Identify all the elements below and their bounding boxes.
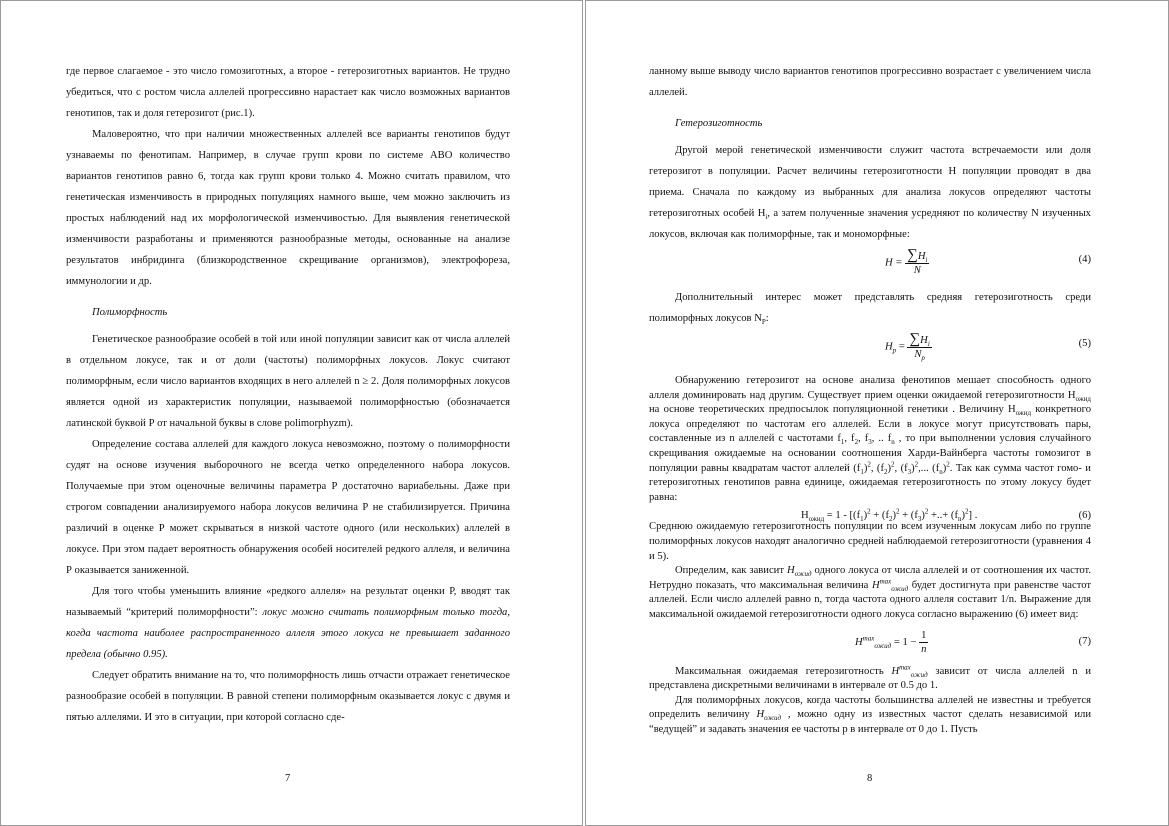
superscript: max (879, 577, 892, 586)
text-span: , (f (870, 462, 884, 474)
subscript: 3 (868, 438, 872, 447)
text-span: , f (844, 433, 855, 445)
formula-lhs: H (885, 341, 893, 353)
subscript: n (957, 515, 962, 524)
paragraph: Среднюю ожидаемую гетерозиготность популяции по всем изученным локусам либо по группе полиморфных локусов находят аналогично средней наблюдаемой гетерозиготности (уравнения 4 и 5). (649, 521, 1091, 562)
text-span: , можно одну из известных частот сделать независимой или “ведущей” и задавать значения ее частоты р в интервале от 0 до 1. Пусть (649, 709, 1091, 735)
text-span: ) (863, 510, 868, 522)
subscript: 2 (883, 467, 888, 476)
superscript: 2 (965, 507, 969, 516)
paragraph (649, 564, 1091, 622)
math-symbol: H (891, 665, 900, 677)
page-number: 8 (867, 773, 873, 784)
subscript: P (761, 318, 766, 327)
subscript: i (927, 340, 930, 349)
text-span: ) (863, 462, 868, 474)
math-symbol: H (871, 579, 880, 591)
paragraph (66, 581, 510, 665)
fraction (905, 249, 929, 277)
equation-number: (6) (1078, 510, 1091, 522)
superscript: 2 (924, 507, 929, 516)
paragraph (649, 140, 1091, 245)
formula-4 (649, 245, 1091, 287)
formula-6 (649, 505, 1091, 524)
text-span: Н (801, 510, 809, 522)
text-span: : (765, 313, 769, 324)
superscript: max (862, 633, 875, 642)
equation-number: (4) (1078, 254, 1091, 265)
text-span: Обнаружению гетерозигот на основе анализа фенотипов мешает способность одного аллеля доминировать над другим. Существует прием оценки ожидаемой гетерозиготности Н (649, 375, 1091, 401)
subscript: p (892, 346, 897, 355)
text-span: ) (892, 510, 897, 522)
text-span: Другой мерой генетической изменчивости служит частота встречаемости или доля гетерозигот в популяции. Расчет величины гетерозиготности Н популяции проводят в два приема. Сначала по каждому из выбранных для анализа локусов определяют частоты гетерозиготных особей Н (649, 145, 1091, 219)
text-span: ) (921, 510, 925, 522)
text-span: N (914, 349, 922, 360)
text-span: зависит от числа аллелей n и представлена дискретными величинами в интервале от 0.5 до 1. (649, 665, 1091, 692)
formula-6-expression (801, 505, 977, 526)
subscript: 1 (860, 515, 864, 524)
text-span: = 1 − (893, 636, 917, 648)
subscript: 2 (888, 515, 893, 524)
formula-7 (649, 623, 1091, 665)
text-span: + (f (899, 510, 918, 522)
math-symbol: Н (786, 565, 795, 577)
paragraph: Маловероятно, что при наличии множественных аллелей все варианты генотипов будут узнаваемы по фенотипам. Например, в случае групп крови по системе АВО количество вариантов генотипов равно 6, тогда как групп крови только 4. Можно считать правилом, что генетическая изменчивость в природных популяциях намного выше, чем можно заключить из простых наблюдений над их морфологической изменчивостью. Для выявления генетической изменчивости разработаны и применяются разнообразные методы, основанные на анализе результатов инбридинга (близкородственное скрещивание организмов), электрофореза, иммунологии и др. (66, 129, 510, 287)
text-span: ,... (f (918, 462, 940, 474)
subscript: 2 (854, 438, 859, 447)
subscript: 3 (907, 467, 912, 476)
text-span: одного локуса от числа аллелей и от соотношения их частот. Нетрудно показать, что максимальная величина (649, 565, 1091, 591)
text-span: + (f (870, 510, 889, 522)
superscript: 2 (896, 507, 900, 516)
text-span: Дополнительный интерес может представлять средняя гетерозиготность среди полиморфных локусов N (649, 292, 1091, 324)
text-span: ) (942, 462, 947, 474)
subscript: p (921, 354, 925, 363)
paragraph: Следует обратить внимание на то, что полиморфность лишь отчасти отражает генетическое разнообразие особей в популяции. В равной степени полиморфным оказывается локус с двумя и пятью аллелями. И это в ситуации, при которой согласно сде- (66, 670, 510, 723)
text-span: , то при выполнении условия случайного скрещивания ожидаемые на основании соотношения Харди-Вайнберга частоты гомозигот в популяции равны квадратам частот аллелей (f (649, 433, 1092, 474)
subscript: 3 (917, 515, 922, 524)
subscript: ожид (1015, 409, 1032, 418)
text-span: = 1 - [(f (824, 510, 861, 522)
text-span: ) (961, 510, 966, 522)
subscript: 1 (840, 438, 845, 447)
subscript: ожид (794, 570, 812, 579)
left-text-block (66, 61, 510, 728)
page-right (585, 0, 1169, 826)
paragraph: ланному выше выводу число вариантов генотипов прогрессивно возрастает с увеличением числа аллелей. (649, 66, 1091, 98)
fraction (919, 629, 928, 656)
text-span: Максимальная ожидаемая гетерозиготность (675, 665, 892, 677)
italic-definition: локус можно считать полиморфным только тогда, когда частота наиболее распространенного аллеля этого локуса не превышает заданного предела (обычно 0.95). (66, 607, 510, 660)
page-number: 7 (285, 773, 291, 784)
fraction-numerator (907, 333, 931, 348)
fraction (907, 333, 931, 361)
right-text-block-dense (649, 374, 1091, 737)
math-symbol: Н (756, 709, 765, 721)
subscript: ожид (764, 714, 782, 723)
formula-lhs: H = (885, 257, 903, 269)
text-span: +..+ (f (928, 510, 958, 522)
fraction-denominator: N (913, 265, 921, 276)
sum-symbol: ∑ (909, 331, 921, 347)
paragraph (649, 287, 1091, 329)
math-symbol: H (855, 636, 863, 648)
fraction-numerator: 1 (921, 629, 927, 641)
text-span: будет достигнута при равенстве частот аллелей. Если число аллелей равно n, тогда частота одного аллеля составит 1/n. Выражение для максимальной ожидаемой гетерозиготности одного локуса согласно выражению (6) имеет вид: (649, 579, 1091, 620)
text-span: Определим, как зависит (675, 565, 787, 577)
superscript: 2 (867, 507, 871, 516)
paragraph: Генетическое разнообразие особей в той или иной популяции зависит как от числа аллелей в отдельном локусе, так и от доли (частоты) полиморфных локусов. Локус считают полиморфным, если число вариантов входящих в него аллелей n ≥ 2. Доля полиморфных локусов является одной из характеристик популяции, называемой полиморфностью (обозначается латинской буквой Р от начальной буквы в слове polimorphyzm). (66, 334, 510, 429)
text-span: на основе теоретических предпосылок популяционной генетики . Величину Н (649, 404, 1016, 416)
text-span: Для полиморфных локусов, когда частоты большинства аллелей не известны и требуется определить величину (649, 694, 1091, 721)
formula-7-expression (855, 629, 928, 656)
formula-4-expression (885, 249, 929, 277)
equals-sign: = (898, 341, 905, 353)
paragraph (649, 662, 1091, 694)
paragraph: где первое слагаемое - это число гомозиготных, а второе - гетерозиготных вариантов. Не трудно убедиться, что с ростом числа аллелей прогрессивно нарастает как число возможных вариантов генотипов, так и доля гетерозигот (рис.1). (66, 66, 510, 119)
subscript: 1 (860, 467, 864, 476)
subscript: i (765, 213, 768, 222)
text-span: конкретного локуса определяют по частотам его аллелей. Если в локусе могут присутствовать пары, составленные из n аллелей с частотами f (649, 404, 1091, 445)
text-span: ] . (968, 510, 978, 522)
fraction-numerator (905, 249, 929, 264)
subscript: n (939, 467, 943, 476)
paragraph (649, 374, 1091, 505)
text-span: . Так как сумма частот гомо- и гетерозиготных генотипов равна единице, ожидаемая гетерозиготность по этому локусу будет равна: (649, 462, 1091, 503)
section-heading-polymorphism: Полиморфность (92, 307, 168, 318)
superscript: 2 (891, 460, 895, 469)
section-heading-heterozygosity: Гетерозиготность (675, 118, 763, 129)
text-span: , (f (894, 462, 908, 474)
superscript: 2 (867, 460, 871, 469)
subscript: ожид (874, 641, 892, 650)
text-span: Для того чтобы уменьшить влияние «редкого аллеля» на результат оценки Р, вводят так называемый “критерий полиморфности”: (66, 586, 510, 618)
text-span: ) (911, 462, 915, 474)
fraction-denominator (907, 348, 931, 361)
superscript: max (899, 662, 911, 671)
superscript: 2 (946, 460, 950, 469)
subscript: ожид (1075, 394, 1091, 403)
subscript: ожид (910, 670, 928, 679)
text-span: , .. f (871, 433, 892, 445)
text-span: , f (858, 433, 869, 445)
subscript: ожид (808, 515, 825, 524)
subscript: i (925, 256, 928, 265)
text-span: ) (887, 462, 891, 474)
page-left (0, 0, 583, 826)
equation-number: (5) (1078, 338, 1091, 349)
sum-symbol: ∑ (907, 247, 918, 263)
text-span: , а затем полученные значения усредняют по количеству N изученных локусов, включая как полиморфные, так и мономорфные: (649, 208, 1091, 240)
text-span: H (917, 251, 926, 262)
paragraph: Определение состава аллелей для каждого локуса невозможно, поэтому о полиморфности судят на основе изучения выборочного не всегда четко определенного набора локусов. Получаемые при этом оценочные величины параметра Р достаточно вариабельны. Даже при строгом совпадении анализируемого набора локусов величина Р не стабилизируется. Причина различий в оценке Р может скрываться в низкой частоте одного (или нескольких) аллелей в локусе. При этом падает вероятность обнаружения особей носителей редкого аллеля, и величина Р оказывается заниженной. (66, 439, 510, 576)
subscript: n (891, 438, 895, 447)
formula-5 (649, 329, 1091, 375)
superscript: 2 (914, 460, 919, 469)
text-span: H (920, 335, 928, 346)
subscript: ожид (891, 584, 909, 593)
fraction-denominator: n (921, 643, 927, 655)
formula-5-expression (885, 333, 932, 361)
right-text-block-top (649, 61, 1091, 375)
paragraph (649, 694, 1091, 738)
equation-number: (7) (1078, 635, 1091, 647)
